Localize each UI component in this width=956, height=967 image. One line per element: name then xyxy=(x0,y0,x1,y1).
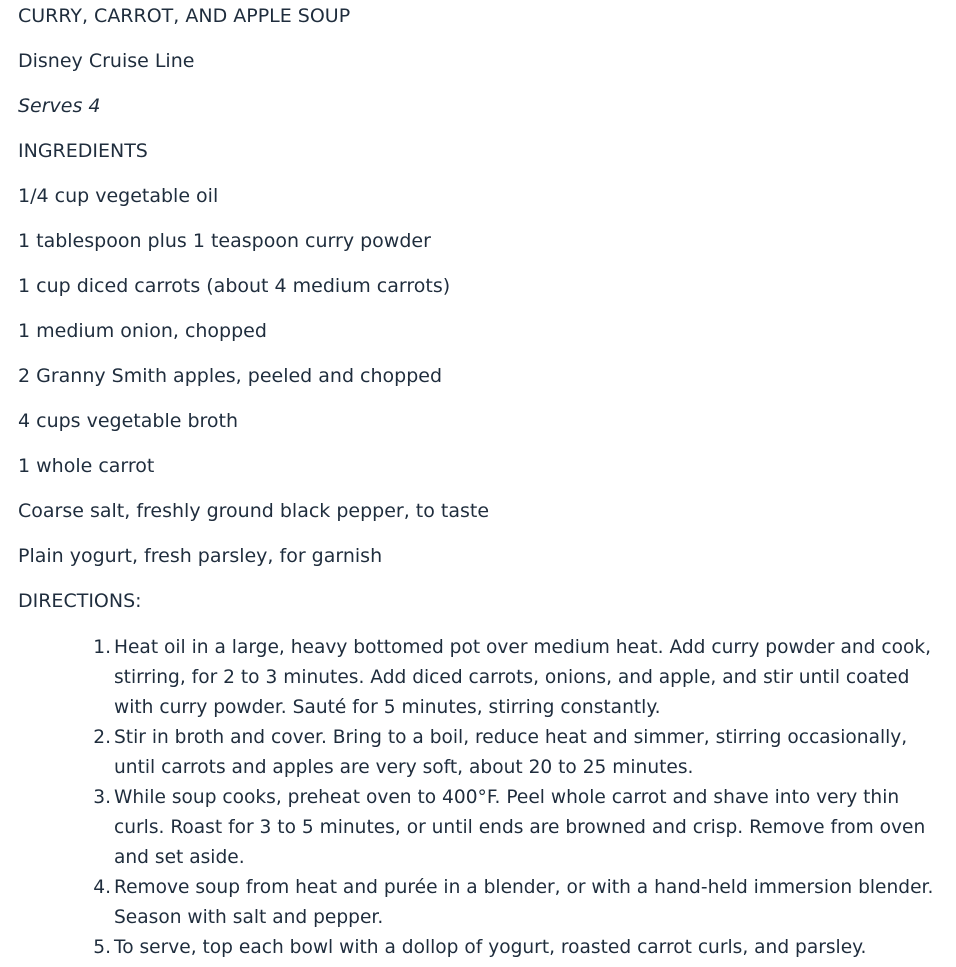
step-number: 4. xyxy=(93,877,111,898)
recipe-serves: Serves 4 xyxy=(18,95,101,117)
step-text: While soup cooks, preheat oven to 400°F. Peel whole carrot and shave into very thin curls. Roast for 3 to 5 minutes, or until ends are browned and crisp. Remove from oven and set aside. xyxy=(114,787,926,868)
ingredient-item: 1 medium onion, chopped xyxy=(18,320,267,342)
direction-step xyxy=(93,633,956,723)
directions-list xyxy=(18,633,956,963)
direction-step xyxy=(93,933,956,963)
ingredient-item: 1 cup diced carrots (about 4 medium carrots) xyxy=(18,275,451,297)
ingredient-item: Plain yogurt, fresh parsley, for garnish xyxy=(18,545,383,567)
direction-step xyxy=(93,783,956,873)
recipe-source: Disney Cruise Line xyxy=(18,50,195,72)
ingredient-item: 1 whole carrot xyxy=(18,455,155,477)
recipe-title: CURRY, CARROT, AND APPLE SOUP xyxy=(18,5,351,27)
step-number: 2. xyxy=(93,727,111,748)
direction-step xyxy=(93,723,956,783)
step-text: Remove soup from heat and purée in a blender, or with a hand-held immersion blender. Season with salt and pepper. xyxy=(114,877,934,928)
ingredients-list xyxy=(18,183,956,588)
step-number: 5. xyxy=(93,937,111,958)
ingredients-heading: INGREDIENTS xyxy=(18,140,148,162)
ingredient-item: 1 tablespoon plus 1 teaspoon curry powder xyxy=(18,230,431,252)
direction-step xyxy=(93,873,956,933)
step-text: Heat oil in a large, heavy bottomed pot over medium heat. Add curry powder and cook, stirring, for 2 to 3 minutes. Add diced carrots, onions, and apple, and stir until coated with curry powder. Sauté for 5 minutes, stirring constantly. xyxy=(114,637,932,718)
ingredient-item: 4 cups vegetable broth xyxy=(18,410,239,432)
ingredient-item: 2 Granny Smith apples, peeled and chopped xyxy=(18,365,443,387)
step-text: To serve, top each bowl with a dollop of yogurt, roasted carrot curls, and parsley. xyxy=(114,937,867,958)
ingredient-item: 1/4 cup vegetable oil xyxy=(18,185,219,207)
step-number: 3. xyxy=(93,787,111,808)
step-number: 1. xyxy=(93,637,111,658)
step-text: Stir in broth and cover. Bring to a boil, reduce heat and simmer, stirring occasionally, until carrots and apples are very soft, about 20 to 25 minutes. xyxy=(114,727,908,778)
ingredient-item: Coarse salt, freshly ground black pepper, to taste xyxy=(18,500,490,522)
directions-heading: DIRECTIONS: xyxy=(18,590,142,612)
